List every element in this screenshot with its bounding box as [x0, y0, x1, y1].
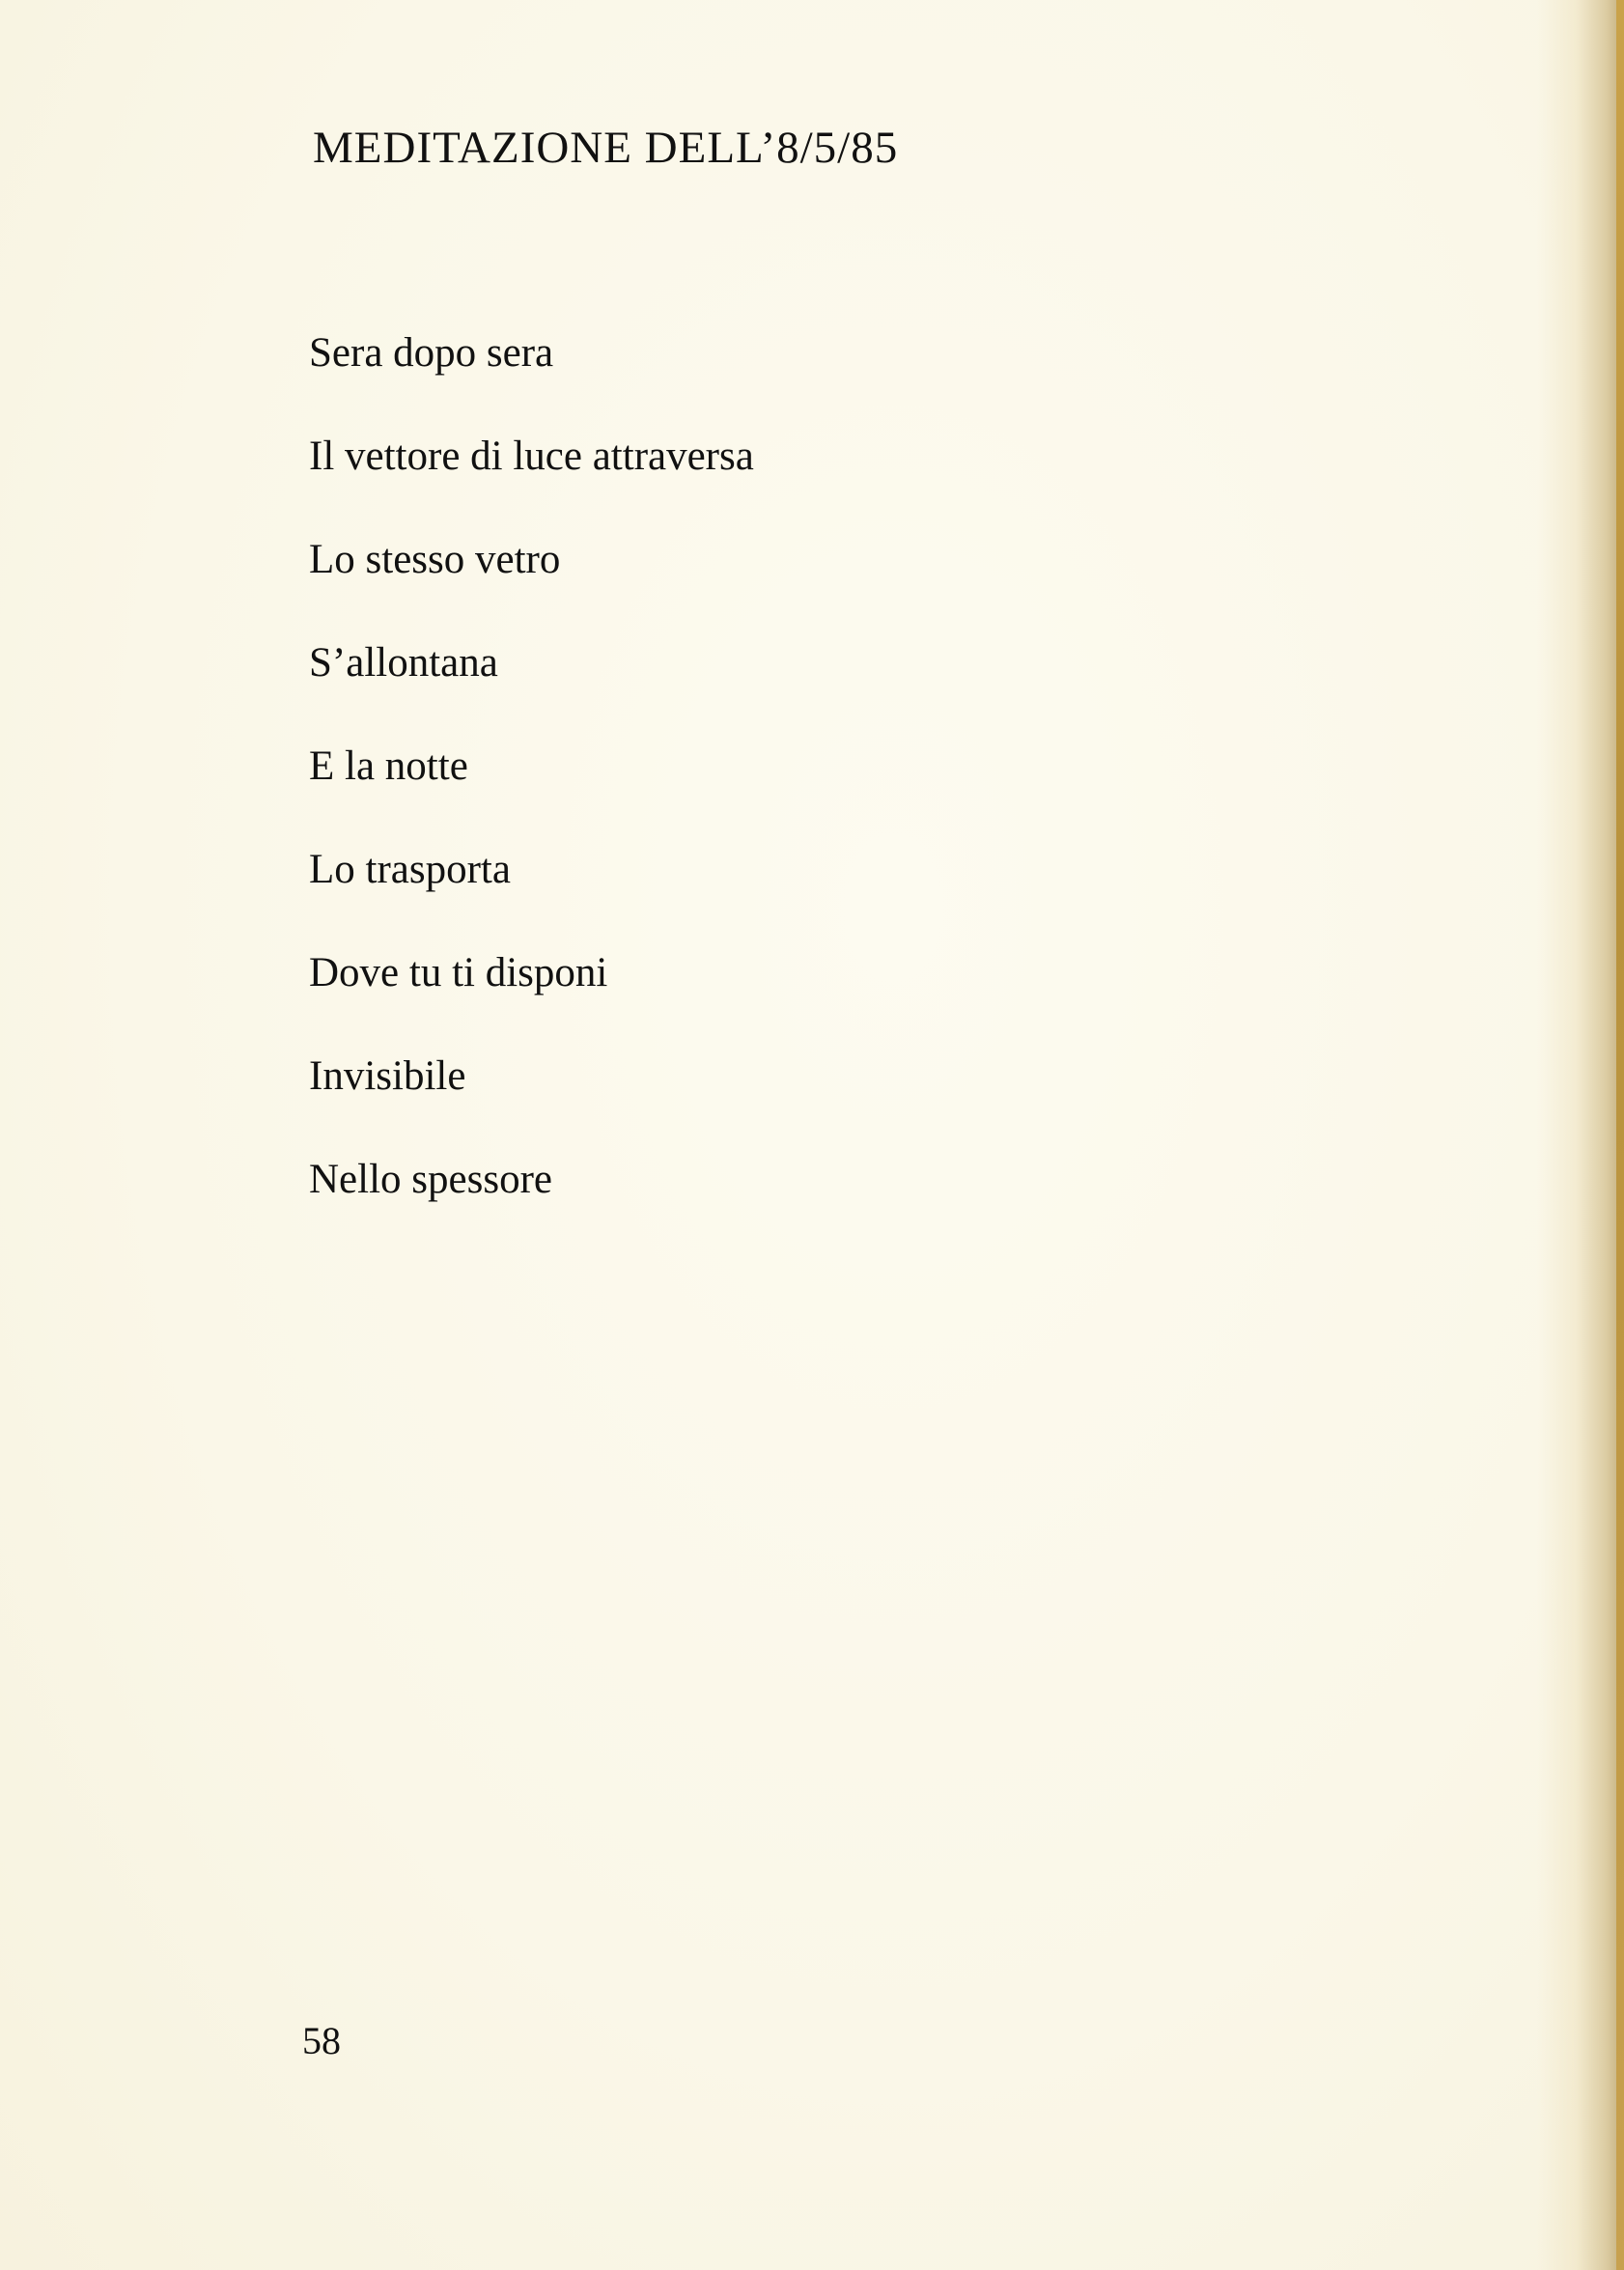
verse-line: Lo stesso vetro	[309, 537, 561, 582]
verse-line: Dove tu ti disponi	[309, 950, 608, 995]
spine-shadow	[1537, 0, 1624, 2270]
verse-line: Lo trasporta	[309, 847, 511, 892]
verse-line: E la notte	[309, 743, 468, 789]
verse-line: Il vettore di luce attraversa	[309, 434, 754, 479]
verse-line: Sera dopo sera	[309, 330, 554, 376]
page-number: 58	[302, 2019, 341, 2062]
poem-title: MEDITAZIONE DELL’8/5/85	[313, 123, 899, 173]
verse-line: S’allontana	[309, 640, 498, 686]
page-edge	[1616, 0, 1624, 2270]
verse-line: Invisibile	[309, 1053, 466, 1099]
verse-line: Nello spessore	[309, 1157, 552, 1202]
poem-body	[309, 328, 754, 1258]
